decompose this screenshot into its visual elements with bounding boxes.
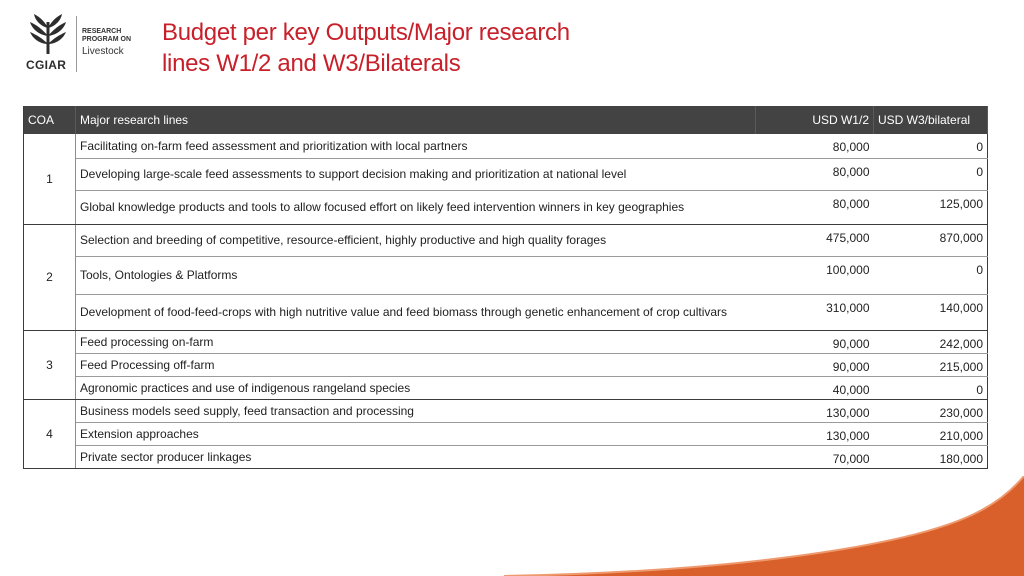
table-body: [24, 134, 988, 468]
coa-cell: 4: [24, 399, 76, 468]
program-label: RESEARCH PROGRAM ON: [82, 28, 131, 43]
header-coa: COA: [24, 106, 76, 134]
usd-w12-cell: 80,000: [756, 190, 874, 224]
table-row: [24, 224, 988, 256]
usd-w3-cell: 0: [874, 134, 988, 158]
logo-divider: [76, 16, 77, 72]
usd-w3-cell: 0: [874, 256, 988, 294]
coa-cell: 3: [24, 330, 76, 399]
table-row: [24, 353, 988, 376]
table-row: [24, 445, 988, 468]
header-research-lines: Major research lines: [76, 106, 756, 134]
research-line-cell: Global knowledge products and tools to allow focused effort on likely feed intervention winners in key geographies: [76, 190, 756, 224]
usd-w3-cell: 125,000: [874, 190, 988, 224]
research-line-cell: Agronomic practices and use of indigenous rangeland species: [76, 376, 756, 399]
research-line-cell: Development of food-feed-crops with high nutritive value and feed biomass through genetic enhancement of crop cultivars: [76, 294, 756, 330]
usd-w3-cell: 0: [874, 158, 988, 190]
decorative-wave: [504, 476, 1024, 576]
research-line-cell: Feed Processing off-farm: [76, 353, 756, 376]
research-line-cell: Feed processing on-farm: [76, 330, 756, 353]
usd-w3-cell: 140,000: [874, 294, 988, 330]
usd-w12-cell: 310,000: [756, 294, 874, 330]
coa-cell: 2: [24, 224, 76, 330]
usd-w3-cell: 180,000: [874, 445, 988, 468]
usd-w3-cell: 242,000: [874, 330, 988, 353]
usd-w12-cell: 80,000: [756, 134, 874, 158]
table-row: [24, 134, 988, 158]
table-row: [24, 294, 988, 330]
research-line-cell: Private sector producer linkages: [76, 445, 756, 468]
wheat-logo-icon: [26, 14, 70, 56]
table-row: [24, 399, 988, 422]
header-usd-w3: USD W3/bilateral: [874, 106, 988, 134]
usd-w3-cell: 210,000: [874, 422, 988, 445]
usd-w12-cell: 70,000: [756, 445, 874, 468]
budget-table: [23, 106, 988, 469]
research-line-cell: Developing large-scale feed assessments to support decision making and prioritization at national level: [76, 158, 756, 190]
usd-w12-cell: 130,000: [756, 399, 874, 422]
usd-w12-cell: 475,000: [756, 224, 874, 256]
table-header-row: [24, 106, 988, 134]
table-row: [24, 376, 988, 399]
table-row: [24, 256, 988, 294]
table-row: [24, 422, 988, 445]
table-row: [24, 158, 988, 190]
usd-w12-cell: 40,000: [756, 376, 874, 399]
usd-w3-cell: 215,000: [874, 353, 988, 376]
research-line-cell: Business models seed supply, feed transaction and processing: [76, 399, 756, 422]
research-line-cell: Extension approaches: [76, 422, 756, 445]
usd-w3-cell: 870,000: [874, 224, 988, 256]
coa-cell: 1: [24, 134, 76, 224]
table-row: [24, 330, 988, 353]
usd-w12-cell: 100,000: [756, 256, 874, 294]
research-line-cell: Facilitating on-farm feed assessment and prioritization with local partners: [76, 134, 756, 158]
usd-w12-cell: 80,000: [756, 158, 874, 190]
table-row: [24, 190, 988, 224]
program-name: Livestock: [82, 46, 124, 57]
research-line-cell: Selection and breeding of competitive, resource-efficient, highly productive and high quality forages: [76, 224, 756, 256]
usd-w3-cell: 230,000: [874, 399, 988, 422]
research-line-cell: Tools, Ontologies & Platforms: [76, 256, 756, 294]
usd-w12-cell: 90,000: [756, 330, 874, 353]
page-title: Budget per key Outputs/Major research lines W1/2 and W3/Bilaterals: [162, 19, 570, 77]
cgiar-wordmark: CGIAR: [26, 58, 67, 72]
usd-w3-cell: 0: [874, 376, 988, 399]
usd-w12-cell: 90,000: [756, 353, 874, 376]
usd-w12-cell: 130,000: [756, 422, 874, 445]
header-usd-w12: USD W1/2: [756, 106, 874, 134]
cgiar-livestock-logo: [22, 14, 152, 74]
